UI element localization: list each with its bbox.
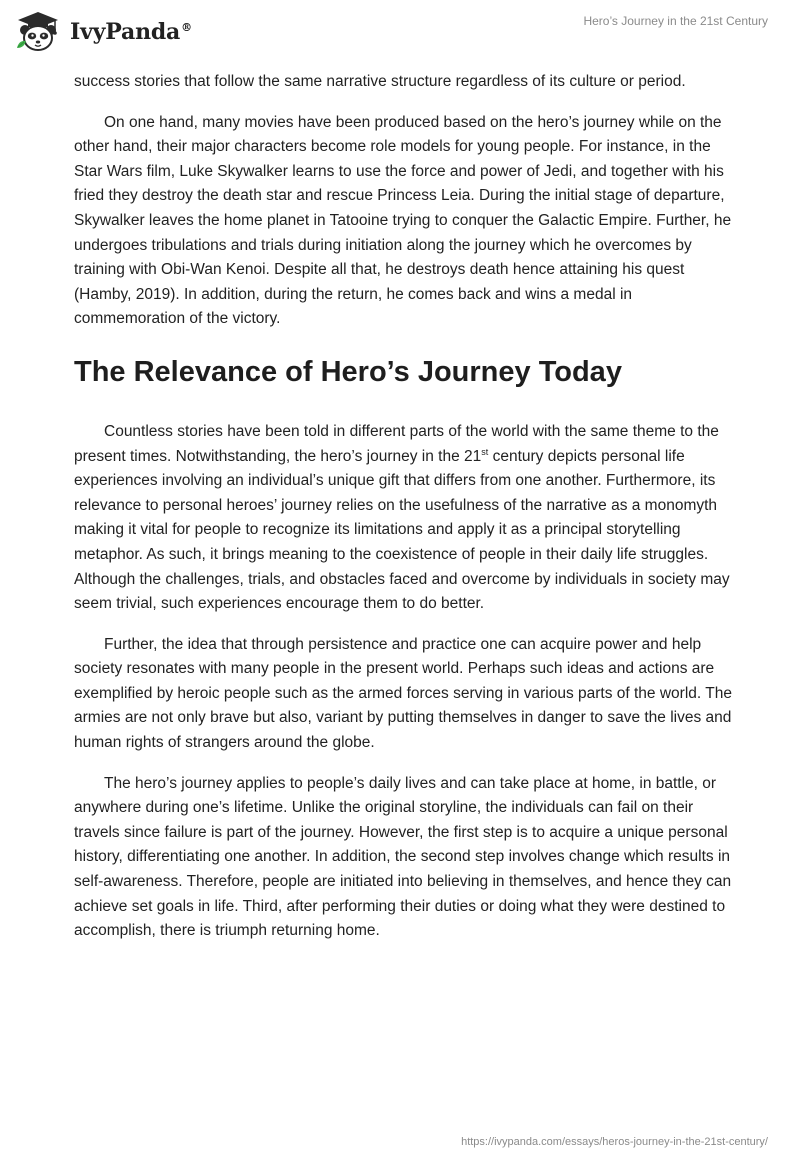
logo-text: IvyPanda [70, 19, 181, 45]
essay-content [74, 70, 734, 944]
paragraph-star-wars: On one hand, many movies have been produced based on the hero’s journey while on the other hand, their major characters become role models for young people. For instance, in the Star Wars film, Luke Skywalker learns to use the force and power of Jedi, and together with his fried they destroy the death star and rescue Princess Leia. During the initial stage of departure, Skywalker leaves the home planet in Tatooine trying to conquer the Galactic Empire. Further, he undergoes tribulations and trials during initiation along the journey which he overcomes by training with Obi-Wan Kenoi. Despite all that, he destroys death hence attaining his quest (Hamby, 2019). In addition, during the return, he comes back and wins a medal in commemoration of the victory. [74, 113, 732, 328]
section-heading: The Relevance of Hero’s Journey Today [74, 355, 622, 388]
page-header [0, 0, 800, 62]
paragraph-relevance-part1: Countless stories have been told in different parts of the world with the same theme to the present times. Notwithstanding, the hero’s journey in the 21 [74, 422, 719, 465]
logo-wordmark [70, 19, 192, 45]
panda-logo-icon [14, 10, 62, 52]
paragraph-daily-lives: The hero’s journey applies to people’s daily lives and can take place at home, in battle, or anywhere during one’s lifetime. Unlike the original storyline, the individuals can fail on their travels since failure is part of the journey. However, the first step is to acquire a unique personal history, differentiating one another. In addition, the second step involves change which results in self-awareness. Therefore, people are initiated into believing in themselves, and hence they can achieve set goals in life. Third, after performing their duties or doing what they were destined to accomplish, there is triumph returning home. [74, 774, 732, 940]
paragraph-persistence: Further, the idea that through persistence and practice one can acquire power and help society resonates with many people in the present world. Perhaps such ideas and actions are exemplified by heroic people such as the armed forces serving in various parts of the world. The armies are not only brave but also, variant by putting themselves in danger to save the lives and human rights of strangers around the globe. [74, 635, 732, 752]
paragraph-relevance [74, 420, 734, 617]
ivypanda-logo[interactable] [14, 10, 192, 52]
ordinal-superscript: st [481, 446, 489, 457]
paragraph-relevance-part2: century depicts personal life experiences involving an individual’s unique gift that differs from one another. Furthermore, its relevance to personal heroes’ journey relies on the usefulness of the narrative as a monomyth making it vital for people to recognize its limitations and apply it as a principal storytelling metaphor. As such, it brings meaning to the coexistence of people in their daily life struggles. Although the challenges, trials, and obstacles faced and overcome by individuals in society may seem trivial, such experiences encourage them to do better. [74, 447, 730, 613]
source-url[interactable]: https://ivypanda.com/essays/heros-journey-in-the-21st-century/ [461, 1136, 768, 1148]
running-title: Hero’s Journey in the 21st Century [583, 14, 768, 28]
registered-mark: ® [181, 20, 192, 34]
paragraph-continued: success stories that follow the same narrative structure regardless of its culture or period. [74, 73, 686, 90]
